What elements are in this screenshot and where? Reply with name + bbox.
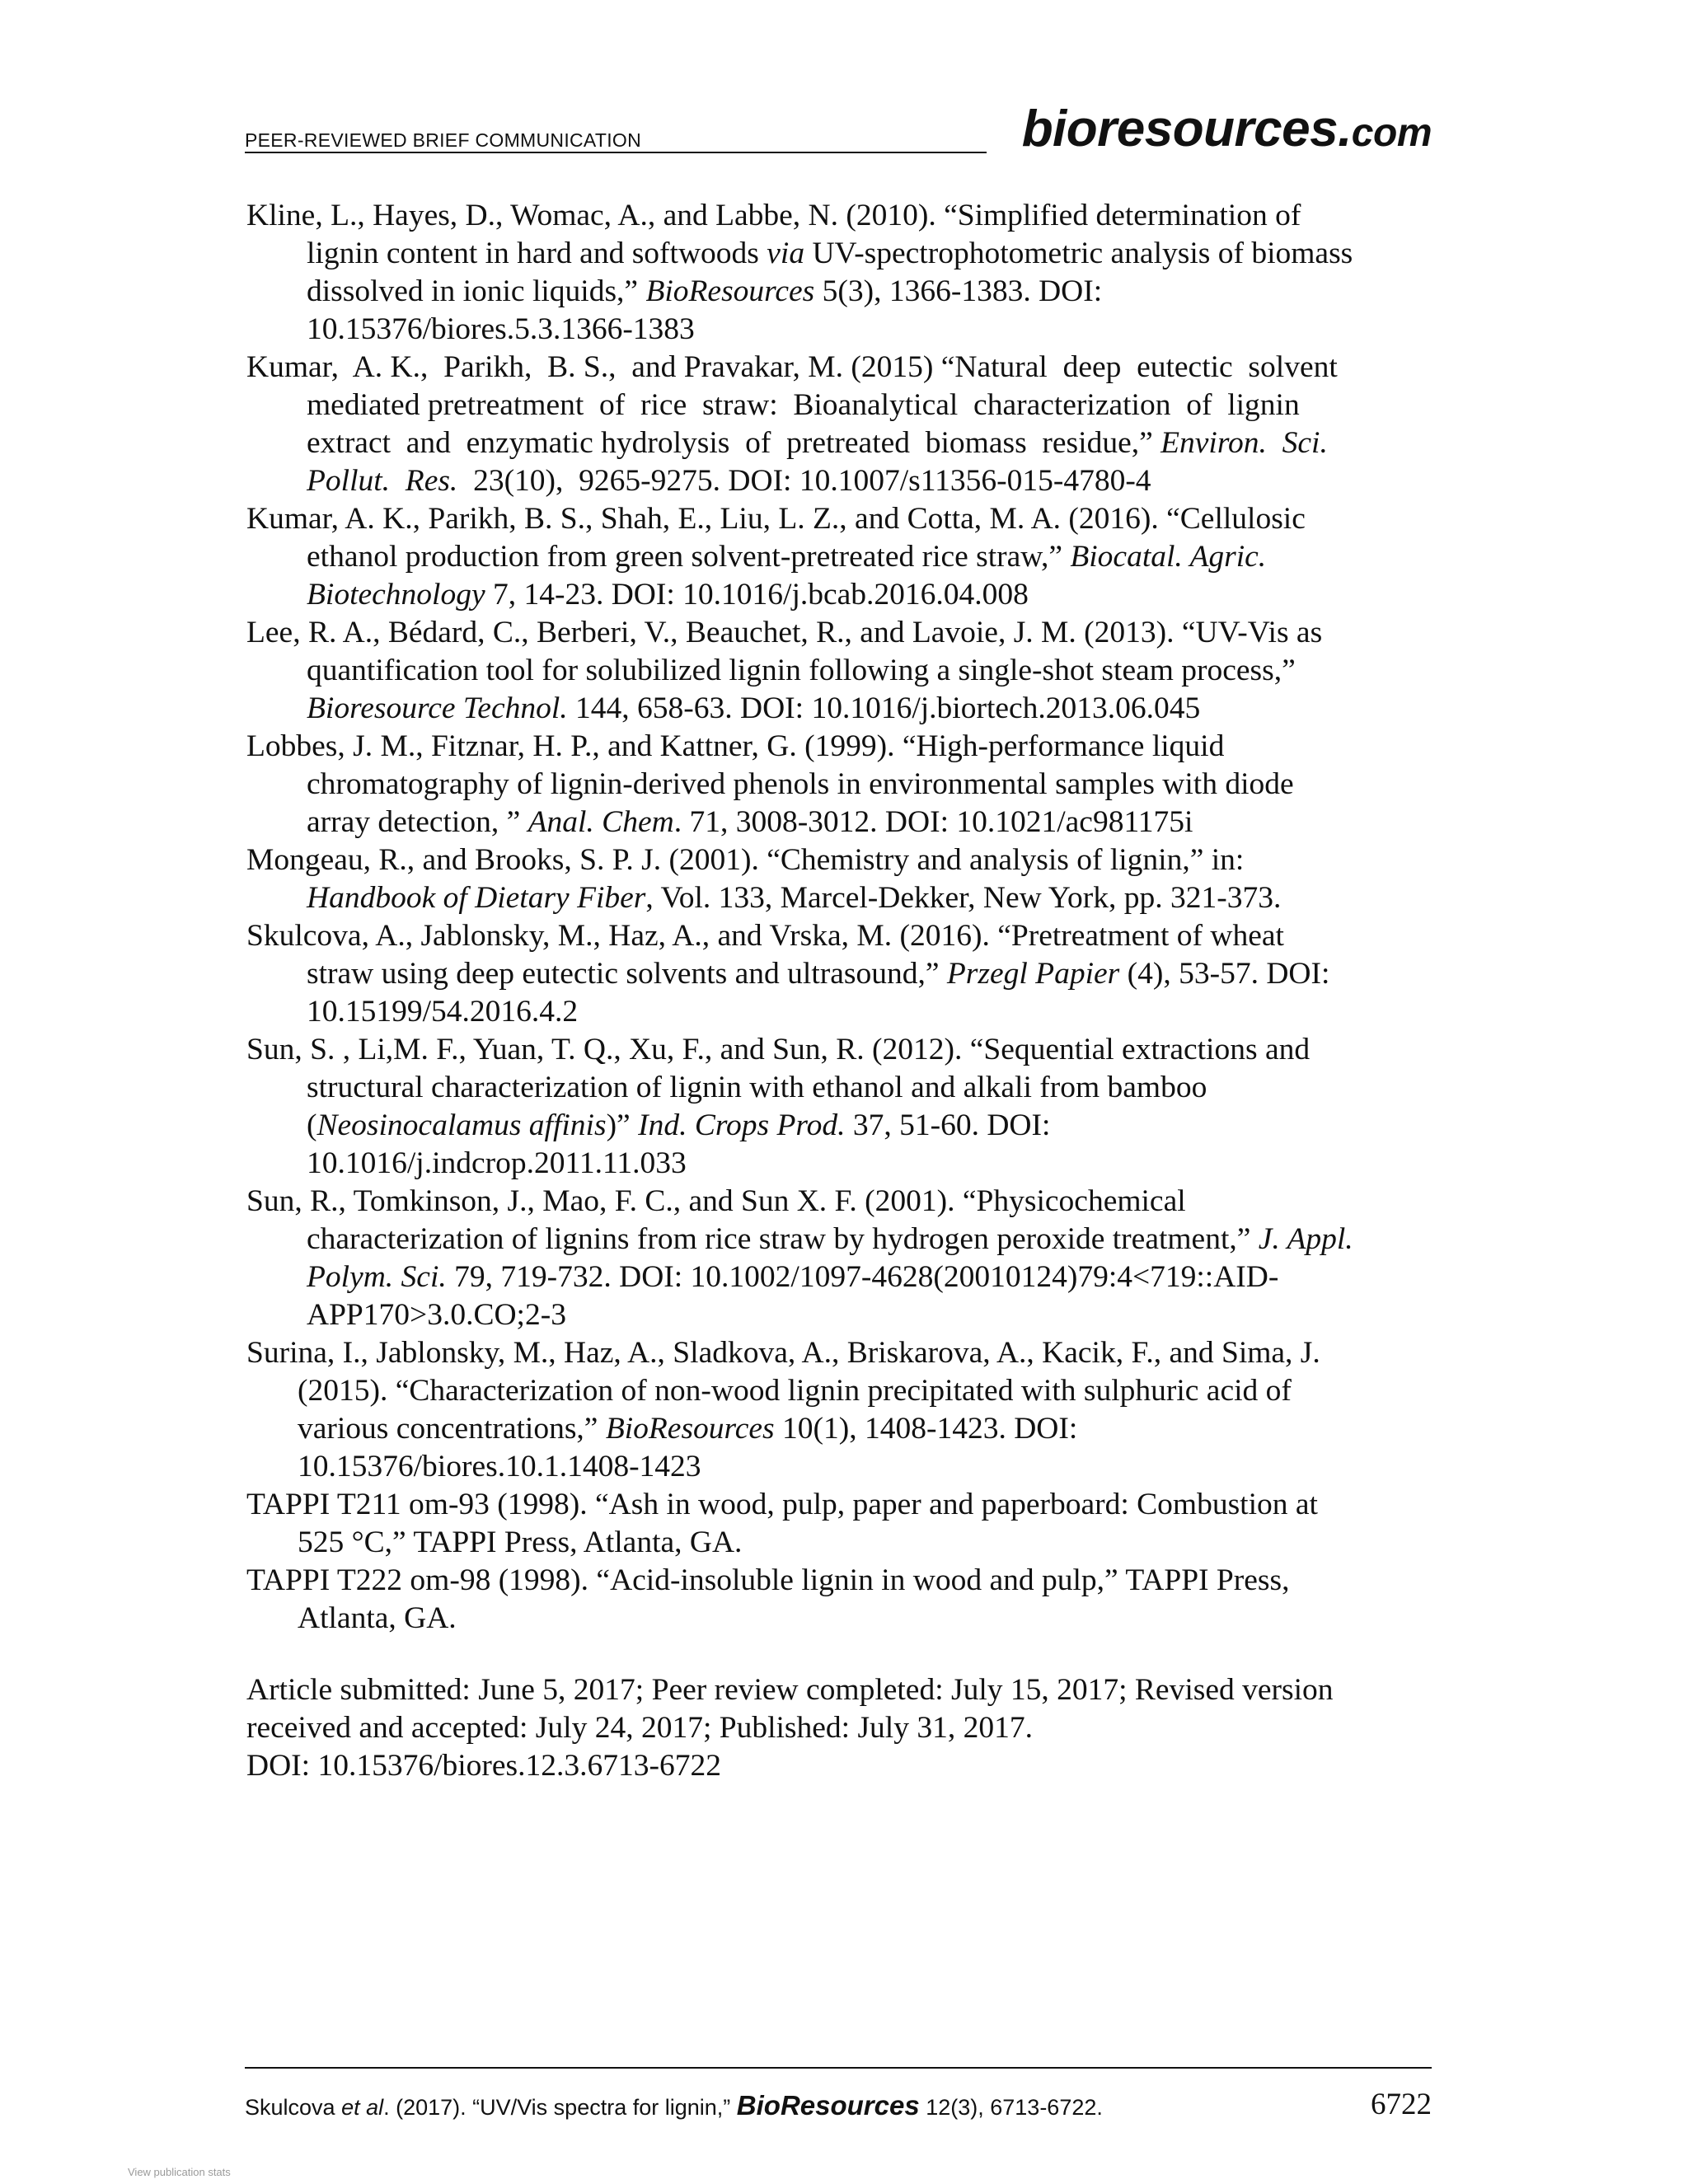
reference-text: TAPPI T211 om-93 (1998). “Ash in wood, pulp, paper and paperboard: Combustion at (246, 1488, 1318, 1521)
view-publication-stats-link[interactable]: View publication stats (128, 2166, 231, 2178)
reference-italic-text: Anal. Chem (528, 805, 674, 839)
reference-text: UV-spectrophotometric analysis of biomass (804, 237, 1353, 270)
reference-line (246, 1372, 1437, 1410)
reference-line (246, 500, 1437, 538)
reference-line (246, 349, 1437, 387)
reference-text: TAPPI T222 om-98 (1998). “Acid-insoluble lignin in wood and pulp,” TAPPI Press, (246, 1563, 1290, 1597)
reference-line (246, 804, 1437, 841)
reference-line (246, 538, 1437, 576)
reference-text: (2015). “Characterization of non-wood lignin precipitated with sulphuric acid of (298, 1374, 1292, 1408)
reference-line (246, 955, 1437, 993)
reference-entry (246, 1183, 1437, 1334)
reference-text: 7, 14-23. DOI: 10.1016/j.bcab.2016.04.008 (485, 578, 1029, 612)
brand-suffix: com (1351, 111, 1432, 155)
reference-line (246, 1448, 1437, 1486)
reference-text: , Vol. 133, Marcel-Dekker, New York, pp. 321-373. (645, 881, 1282, 915)
reference-italic-text: Polym. Sci. (307, 1260, 447, 1294)
reference-text: Kline, L., Hayes, D., Womac, A., and Labbe, N. (2010). “Simplified determination of (246, 199, 1301, 232)
reference-entry (246, 1031, 1437, 1183)
reference-italic-text: via (767, 237, 805, 270)
reference-text: straw using deep eutectic solvents and ultrasound,” (307, 957, 947, 991)
reference-line (246, 728, 1437, 766)
reference-line (246, 690, 1437, 728)
reference-italic-text: Ind. Crops Prod. (638, 1108, 846, 1142)
reference-text: extract and enzymatic hydrolysis of pretreated biomass residue,” (307, 426, 1161, 460)
reference-line (246, 1107, 1437, 1145)
brand-main: bioresources. (1021, 101, 1352, 157)
reference-text: Sun, S. , Li,M. F., Yuan, T. Q., Xu, F., and Sun, R. (2012). “Sequential extractions and (246, 1033, 1311, 1066)
reference-line (246, 1031, 1437, 1069)
footer-year-title: . (2017). “UV/Vis spectra for lignin,” (383, 2095, 737, 2120)
reference-text: Lobbes, J. M., Fitznar, H. P., and Kattner, G. (1999). “High-performance liquid (246, 729, 1225, 763)
reference-line (246, 917, 1437, 955)
reference-line (246, 1486, 1437, 1524)
reference-text: ( (307, 1108, 317, 1142)
reference-text: Skulcova, A., Jablonsky, M., Haz, A., and Vrska, M. (2016). “Pretreatment of wheat (246, 919, 1284, 953)
reference-text: various concentrations,” (298, 1412, 606, 1446)
reference-entry (246, 197, 1437, 349)
reference-entry (246, 917, 1437, 1031)
reference-text: Mongeau, R., and Brooks, S. P. J. (2001). “Chemistry and analysis of lignin,” in: (246, 843, 1245, 877)
reference-text: characterization of lignins from rice straw by hydrogen peroxide treatment,” (307, 1222, 1259, 1256)
reference-line (246, 1145, 1437, 1183)
reference-text: Atlanta, GA. (298, 1601, 457, 1635)
reference-text: array detection, ” (307, 805, 528, 839)
reference-italic-text: BioResources (605, 1412, 775, 1446)
reference-line (246, 197, 1437, 235)
reference-text: 10.1016/j.indcrop.2011.11.033 (307, 1146, 687, 1180)
reference-line (246, 614, 1437, 652)
reference-entry (246, 614, 1437, 728)
reference-text: Lee, R. A., Bédard, C., Berberi, V., Beauchet, R., and Lavoie, J. M. (2013). “UV-Vis as (246, 616, 1323, 649)
reference-entry (246, 1562, 1437, 1638)
footer-issue: 12(3), 6713-6722. (919, 2095, 1103, 2120)
reference-italic-text: BioResources (645, 274, 815, 308)
reference-italic-text: Environ. Sci. (1160, 426, 1328, 460)
reference-line (246, 235, 1437, 273)
reference-italic-text: Bioresource Technol. (307, 691, 568, 725)
footer-authors: Skulcova (245, 2095, 342, 2120)
reference-text: ethanol production from green solvent-pretreated rice straw,” (307, 540, 1071, 574)
reference-text: APP170>3.0.CO;2-3 (307, 1298, 566, 1332)
reference-italic-text: Biocatal. Agric. (1070, 540, 1267, 574)
page-header (245, 101, 1432, 157)
reference-text: lignin content in hard and softwoods (307, 237, 767, 270)
reference-text: Kumar, A. K., Parikh, B. S., Shah, E., Liu, L. Z., and Cotta, M. A. (2016). “Cellulosic (246, 502, 1306, 536)
reference-line (246, 1221, 1437, 1258)
reference-line (246, 1524, 1437, 1562)
reference-line (246, 1258, 1437, 1296)
article-doi: DOI: 10.15376/biores.12.3.6713-6722 (246, 1749, 721, 1783)
reference-text: 37, 51-60. DOI: (845, 1108, 1051, 1142)
reference-italic-text: Neosinocalamus affinis (316, 1108, 607, 1142)
header-rule (245, 152, 987, 153)
reference-text: quantification tool for solubilized lignin following a single-shot steam process,” (307, 654, 1296, 687)
reference-line (246, 273, 1437, 311)
article-dates-line-1: Article submitted: June 5, 2017; Peer review completed: July 15, 2017; Revised version (246, 1673, 1334, 1707)
journal-brand-logo (1022, 100, 1432, 158)
footer-journal (737, 2090, 920, 2121)
reference-text: dissolved in ionic liquids,” (307, 274, 646, 308)
reference-entry (246, 1334, 1437, 1486)
reference-line (246, 1069, 1437, 1107)
page-number: 6722 (1371, 2088, 1432, 2121)
reference-line (246, 652, 1437, 690)
reference-text: (4), 53-57. DOI: (1119, 957, 1330, 991)
reference-text: Sun, R., Tomkinson, J., Mao, F. C., and Sun X. F. (2001). “Physicochemical (246, 1184, 1186, 1218)
reference-entry (246, 1486, 1437, 1562)
reference-text: mediated pretreatment of rice straw: Bioanalytical characterization of lignin (307, 388, 1300, 422)
reference-line (246, 841, 1437, 879)
reference-text: 79, 719-732. DOI: 10.1002/1097-4628(20010124)79:4<719::AID- (446, 1260, 1279, 1294)
article-info (246, 1671, 1437, 1785)
footer-journal-bio: Bio (736, 2090, 781, 2121)
reference-entry (246, 500, 1437, 614)
reference-text: 10.15376/biores.5.3.1366-1383 (307, 312, 695, 346)
reference-entry (246, 349, 1437, 500)
reference-line (246, 1600, 1437, 1638)
reference-text: structural characterization of lignin with ethanol and alkali from bamboo (307, 1071, 1207, 1104)
reference-line (246, 424, 1437, 462)
reference-text: 144, 658-63. DOI: 10.1016/j.biortech.2013.06.045 (567, 691, 1201, 725)
reference-line (246, 766, 1437, 804)
reference-line (246, 993, 1437, 1031)
reference-italic-text: Przegl Papier (946, 957, 1120, 991)
reference-line (246, 462, 1437, 500)
reference-italic-text: Handbook of Dietary Fiber (307, 881, 646, 915)
reference-entry (246, 841, 1437, 917)
reference-line (246, 1296, 1437, 1334)
page-footer (245, 2067, 1432, 2121)
reference-list (246, 197, 1437, 1638)
reference-text: 5(3), 1366-1383. DOI: (814, 274, 1103, 308)
reference-line (246, 387, 1437, 424)
reference-italic-text: J. Appl. (1258, 1222, 1353, 1256)
footer-journal-res: Resources (780, 2090, 920, 2121)
reference-text: 23(10), 9265-9275. DOI: 10.1007/s11356-015-4780-4 (457, 464, 1151, 498)
reference-text: )” (606, 1108, 639, 1142)
footer-rule (245, 2067, 1432, 2069)
reference-text: Kumar, A. K., Parikh, B. S., and Pravakar, M. (2015) “Natural deep eutectic solvent (246, 350, 1338, 384)
reference-text: chromatography of lignin-derived phenols in environmental samples with diode (307, 767, 1294, 801)
reference-italic-text: Biotechnology (307, 578, 485, 612)
article-dates-line-2: received and accepted: July 24, 2017; Published: July 31, 2017. (246, 1711, 1033, 1745)
reference-text: 10.15376/biores.10.1.1408-1423 (298, 1450, 701, 1483)
reference-line (246, 1562, 1437, 1600)
reference-italic-text: Pollut. Res. (307, 464, 458, 498)
reference-entry (246, 728, 1437, 841)
reference-line (246, 879, 1437, 917)
reference-line (246, 1183, 1437, 1221)
reference-text: 10.15199/54.2016.4.2 (307, 995, 579, 1029)
reference-line (246, 311, 1437, 349)
reference-line (246, 1410, 1437, 1448)
reference-text: 525 °C,” TAPPI Press, Atlanta, GA. (298, 1526, 743, 1559)
section-label: PEER-REVIEWED BRIEF COMMUNICATION (245, 129, 641, 151)
footer-citation (245, 2090, 1103, 2121)
reference-text: Surina, I., Jablonsky, M., Haz, A., Sladkova, A., Briskarova, A., Kacik, F., and Sima, J. (246, 1336, 1320, 1370)
footer-et-al: et al (341, 2095, 384, 2120)
reference-line (246, 1334, 1437, 1372)
reference-text: 10(1), 1408-1423. DOI: (774, 1412, 1078, 1446)
reference-line (246, 576, 1437, 614)
reference-text: . 71, 3008-3012. DOI: 10.1021/ac981175i (673, 805, 1193, 839)
